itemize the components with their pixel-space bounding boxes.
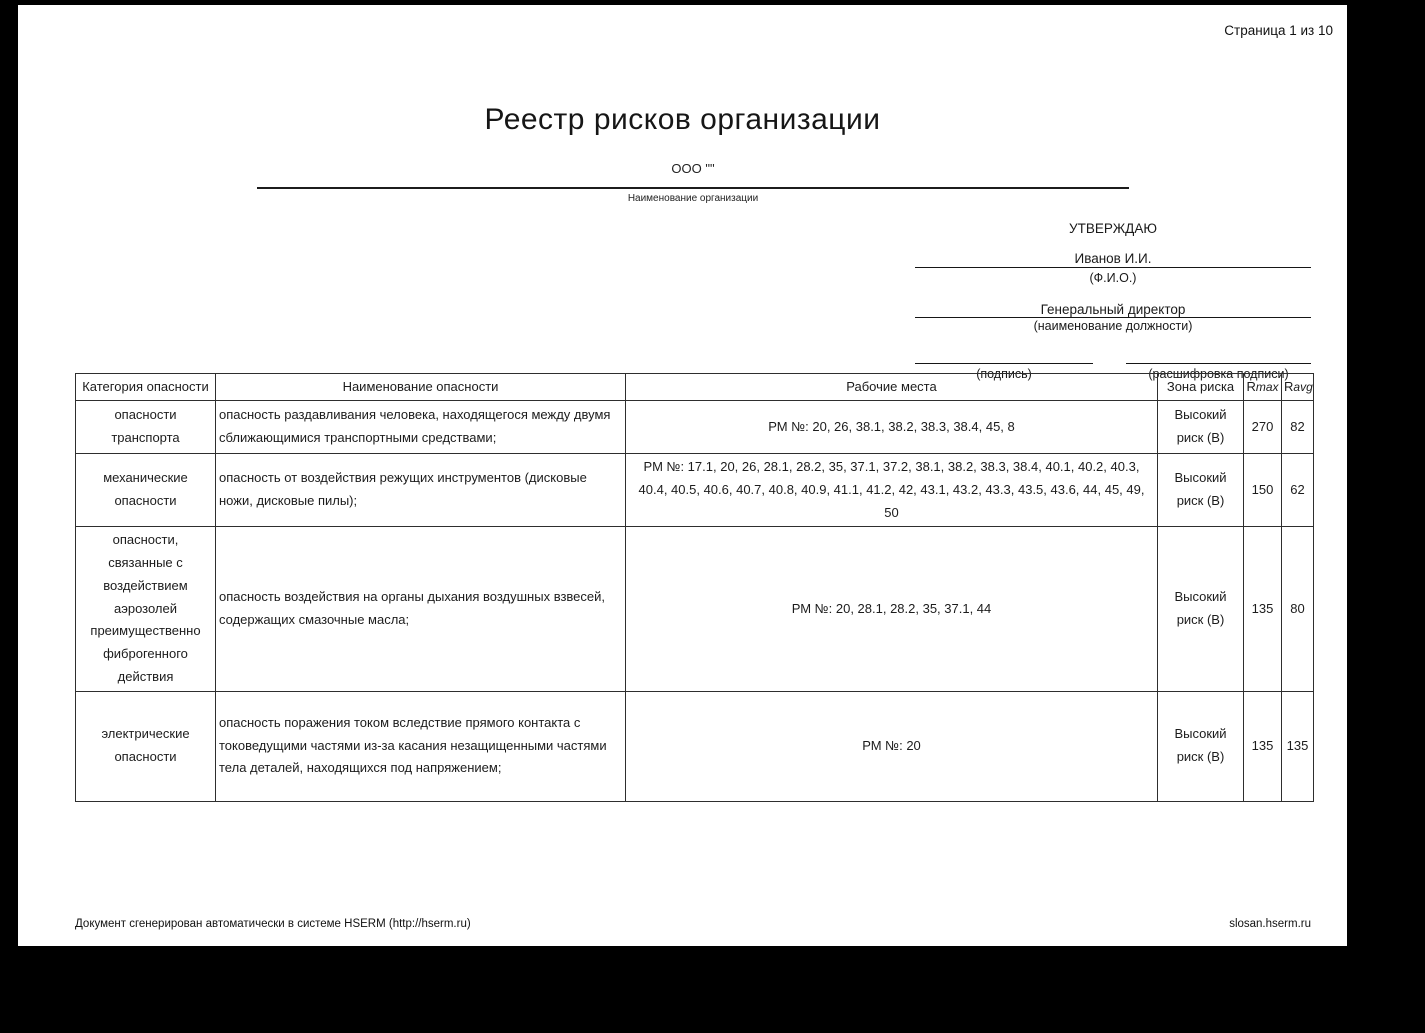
cell-hazard: опасность поражения током вследствие прямого контакта с токоведущими частями из-за касания незащищенными частями тела деталей, находящихся под напряжением;	[216, 691, 626, 801]
cell-risk-zone: Высокий риск (В)	[1158, 454, 1244, 527]
cell-category: электрические опасности	[76, 691, 216, 801]
cell-hazard: опасность раздавливания человека, находящегося между двумя сближающимися транспортными средствами;	[216, 401, 626, 454]
column-header-workplaces: Рабочие места	[626, 374, 1158, 401]
cell-ravg: 62	[1282, 454, 1314, 527]
column-header-category: Категория опасности	[76, 374, 216, 401]
column-header-risk-zone: Зона риска	[1158, 374, 1244, 401]
footer-generated-note: Документ сгенерирован автоматически в системе HSERM (http://hserm.ru)	[75, 918, 471, 930]
cell-rmax: 270	[1244, 401, 1282, 454]
signature-transcript-blank-line	[1126, 353, 1311, 364]
approval-block	[915, 221, 1311, 381]
rmax-subscript: max	[1255, 379, 1279, 394]
risk-register-table	[75, 373, 1314, 802]
cell-category: механические опасности	[76, 454, 216, 527]
cell-workplaces: РМ №: 20, 28.1, 28.2, 35, 37.1, 44	[626, 527, 1158, 691]
cell-ravg: 80	[1282, 527, 1314, 691]
table-row	[76, 401, 1314, 454]
cell-risk-zone: Высокий риск (В)	[1158, 527, 1244, 691]
column-header-rmax	[1244, 374, 1282, 401]
organization-name: ООО ""	[257, 161, 1129, 189]
approver-name-caption: (Ф.И.О.)	[1089, 271, 1137, 285]
page-indicator: Страница 1 из 10	[1224, 23, 1333, 38]
document-page	[18, 5, 1347, 946]
ravg-subscript: avg	[1293, 379, 1313, 394]
column-header-ravg	[1282, 374, 1314, 401]
organization-block	[257, 161, 1129, 204]
signature-caption: (подпись)	[976, 367, 1032, 381]
table-row	[76, 691, 1314, 801]
cell-ravg: 135	[1282, 691, 1314, 801]
cell-workplaces: РМ №: 20	[626, 691, 1158, 801]
approver-position: Генеральный директор	[915, 302, 1311, 318]
signature-transcript-caption: (расшифровка подписи)	[1148, 367, 1289, 381]
cell-ravg: 82	[1282, 401, 1314, 454]
cell-rmax: 150	[1244, 454, 1282, 527]
approver-position-caption: (наименование должности)	[1033, 319, 1193, 333]
cell-workplaces: РМ №: 20, 26, 38.1, 38.2, 38.3, 38.4, 45, 8	[626, 401, 1158, 454]
cell-hazard: опасность воздействия на органы дыхания воздушных взвесей, содержащих смазочные масла;	[216, 527, 626, 691]
cell-category: опасности, связанные с воздействием аэрозолей преимущественно фиброгенного действия	[76, 527, 216, 691]
table-row	[76, 454, 1314, 527]
table-row	[76, 527, 1314, 691]
table-header-row	[76, 374, 1314, 401]
approval-label: УТВЕРЖДАЮ	[1069, 221, 1157, 236]
cell-hazard: опасность от воздействия режущих инструментов (дисковые ножи, дисковые пилы);	[216, 454, 626, 527]
column-header-hazard: Наименование опасности	[216, 374, 626, 401]
cell-category: опасности транспорта	[76, 401, 216, 454]
cell-risk-zone: Высокий риск (В)	[1158, 691, 1244, 801]
document-title: Реестр рисков организации	[484, 103, 881, 136]
cell-rmax: 135	[1244, 691, 1282, 801]
approver-name: Иванов И.И.	[915, 251, 1311, 268]
signature-blank-line	[915, 353, 1093, 364]
cell-rmax: 135	[1244, 527, 1282, 691]
organization-name-caption: Наименование организации	[627, 193, 759, 204]
ravg-base: R	[1284, 378, 1294, 394]
cell-workplaces: РМ №: 17.1, 20, 26, 28.1, 28.2, 35, 37.1, 37.2, 38.1, 38.2, 38.3, 38.4, 40.1, 40.2, 40.3, 40.4, 40.5, 40.6, 40.7, 40.8, 40.9, 41.1, 41.2, 42, 43.1, 43.2, 43.3, 43.5, 43.6, 44, 45, 49, 50	[626, 454, 1158, 527]
rmax-base: R	[1246, 378, 1256, 394]
cell-risk-zone: Высокий риск (В)	[1158, 401, 1244, 454]
footer-site-link: slosan.hserm.ru	[1229, 918, 1311, 930]
